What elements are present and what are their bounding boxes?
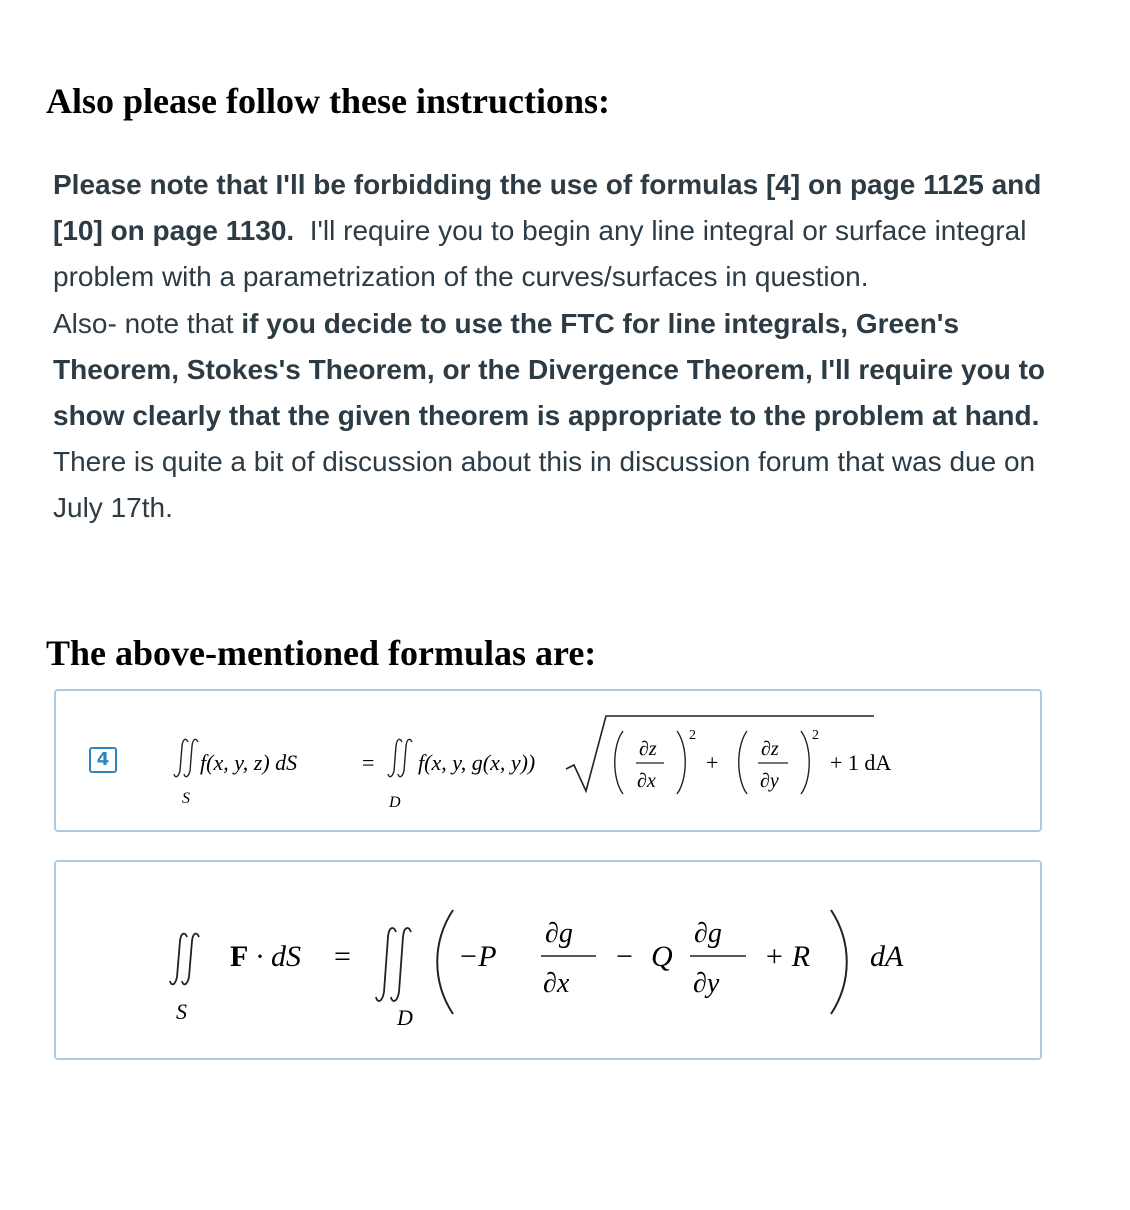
double-integral-sign-rhs bbox=[388, 739, 412, 776]
exponent-1: 2 bbox=[689, 728, 696, 743]
paren-close-2 bbox=[801, 731, 809, 794]
rhs-domain-D: D bbox=[389, 794, 401, 811]
rhs-integrand: f(x, y, g(x, y)) bbox=[418, 750, 536, 775]
plus-sign: + bbox=[706, 750, 719, 775]
surface-element-dS: dS bbox=[271, 940, 301, 973]
theorem-requirement: if you decide to use the FTC for line integrals, Green's Theorem, Stokes's Theorem, or the Divergence Theorem, I'll require you to show clearly that the given theorem is appropriate to the problem at hand. bbox=[53, 307, 1046, 432]
square-root-sign bbox=[566, 716, 874, 791]
formulas-heading: The above-mentioned formulas are: bbox=[46, 633, 597, 673]
formula-4-svg bbox=[56, 691, 1040, 830]
formula-10-box bbox=[54, 860, 1042, 1060]
plus-one-dA: + 1 dA bbox=[830, 750, 892, 775]
formula-4-box bbox=[54, 689, 1042, 832]
lhs-domain-S: S bbox=[182, 790, 190, 807]
area-element-dA: dA bbox=[870, 940, 904, 973]
minus-sign: − bbox=[616, 940, 633, 973]
parametrization-requirement: I'll require you to begin any line integral or surface integral problem with a parametrization of the curves/surfaces in question. bbox=[53, 215, 1027, 293]
instructions-body bbox=[53, 162, 1053, 532]
partial-x: ∂x bbox=[637, 770, 656, 792]
partial-g-1: ∂g bbox=[545, 918, 573, 949]
formula-number-badge: 4 bbox=[89, 747, 117, 773]
equals-sign: = bbox=[334, 940, 351, 973]
lhs-domain-S: S bbox=[176, 999, 187, 1024]
big-paren-close bbox=[831, 910, 847, 1014]
double-integral-sign-lhs bbox=[174, 739, 198, 776]
partial-z-1: ∂z bbox=[639, 738, 657, 760]
rhs-domain-D: D bbox=[397, 1005, 413, 1030]
forbidden-formulas-note: Please note that I'll be forbidding the use of formulas [4] on page 1125 and [10] on page 1130. bbox=[53, 169, 1042, 247]
big-paren-open bbox=[437, 910, 453, 1014]
heading-intro-bold: follow these instructions: bbox=[226, 81, 610, 121]
instruction-paragraph-1 bbox=[53, 162, 1053, 301]
also-note-lead: Also- note that bbox=[53, 307, 242, 339]
paren-open-1 bbox=[615, 731, 623, 794]
paren-close-1 bbox=[677, 731, 685, 794]
equals-sign: = bbox=[362, 750, 375, 775]
exponent-2: 2 bbox=[812, 728, 819, 743]
double-integral-sign-lhs bbox=[170, 934, 199, 985]
discussion-forum-note: There is quite a bit of discussion about this in discussion forum that was due on July 17th. bbox=[53, 446, 1036, 524]
instruction-paragraph-2 bbox=[53, 301, 1053, 532]
Q-term: Q bbox=[651, 940, 673, 973]
vector-field-F: F bbox=[230, 940, 249, 973]
negative-P: −P bbox=[458, 940, 497, 973]
double-integral-sign-rhs bbox=[376, 928, 411, 1001]
heading-intro-text: Also please bbox=[46, 81, 226, 121]
partial-g-2: ∂g bbox=[694, 918, 722, 949]
plus-R: + R bbox=[764, 940, 811, 973]
partial-y: ∂y bbox=[760, 770, 779, 792]
instructions-heading bbox=[46, 80, 610, 122]
dot-operator: · bbox=[255, 940, 265, 973]
partial-x: ∂x bbox=[543, 968, 570, 999]
partial-z-2: ∂z bbox=[761, 738, 779, 760]
lhs-integrand: f(x, y, z) dS bbox=[200, 750, 298, 775]
formula-10-svg bbox=[56, 862, 1040, 1058]
partial-y: ∂y bbox=[693, 968, 720, 999]
paren-open-2 bbox=[739, 731, 747, 794]
